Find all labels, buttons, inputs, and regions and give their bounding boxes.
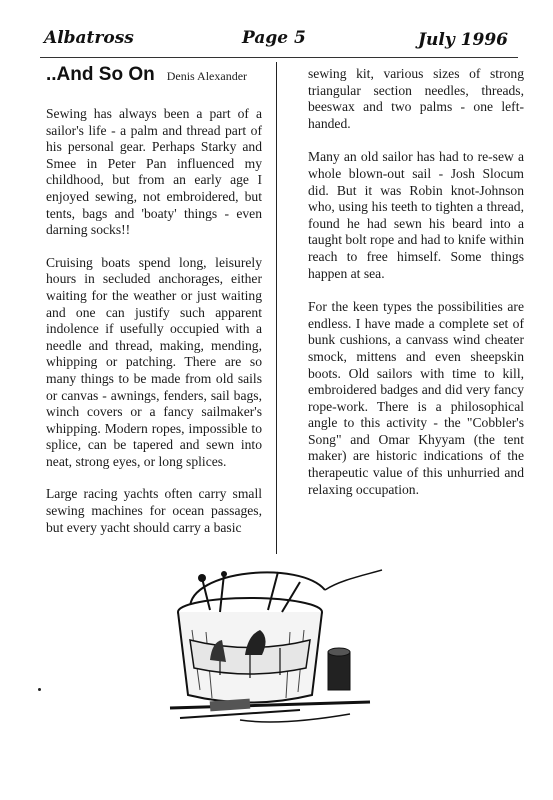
left-column (46, 64, 262, 536)
paragraph: Cruising boats spend long, leisurely hours in secluded anchorages, either waiting for the weather or just waiting and one can justify such apparent indolence if usefully occupied with a needle and thread, making, mending, whipping or patching. There are so many things to be made from old sails or canvas - awnings, fenders, sail bags, winch covers or a fancy sailmaker's whipping. Modern ropes, impossible to splice, can be tapered and sewn into neat, strong eyes, or long splices. (46, 254, 262, 469)
article-author: Denis Alexander (166, 69, 248, 83)
stray-mark (38, 688, 41, 691)
paragraph: Sewing has always been a part of a sailor's life - a palm and thread part of his personal gear. Perhaps Starky and Smee in Peter Pan influenced my childhood, but from an early age I enjoyed sewing, not embroidered, but tents, bags and 'boaty' things - even darning socks!! (46, 106, 262, 238)
paragraph-continued: Large racing yachts often carry small sewing machines for ocean passages, but every yacht should carry a basic (46, 486, 262, 535)
paragraph: For the keen types the possibilities are endless. I have made a complete set of bunk cushions, a canvass wind cheater smock, mittens and even sheepskin boots. Old sailors with time to kill, embroidered badges and did very fancy rope-work. There is a philosophical angle to this activity - the "Cobbler's Song" and Omar Khyyam (the tent maker) are historic indications of the therapeutic value of this unhurried and relaxing occupation. (308, 299, 524, 497)
article-heading (46, 64, 262, 90)
paragraph: Many an old sailor has had to re-sew a whole blown-out sail - Josh Slocum did. But it was Robin knot-Johnson who, using his teeth to tighten a thread, found he had sewn his beard into a taught bolt rope and had to knife within reach to free himself. Some things happen at sea. (308, 149, 524, 281)
header-rule (40, 57, 518, 58)
paragraph-continuation: sewing kit, various sizes of strong triangular section needles, threads, beeswax and two palms - one left-handed. (308, 66, 524, 131)
publication-name: Albatross (44, 28, 134, 48)
right-column (308, 66, 524, 498)
issue-date: July 1996 (418, 30, 508, 50)
article-title: ..And So On (46, 64, 155, 85)
page-number: Page 5 (242, 28, 306, 48)
column-divider (276, 62, 277, 554)
bucket-with-sewing-tools-icon (150, 560, 390, 730)
page-header (0, 26, 553, 56)
